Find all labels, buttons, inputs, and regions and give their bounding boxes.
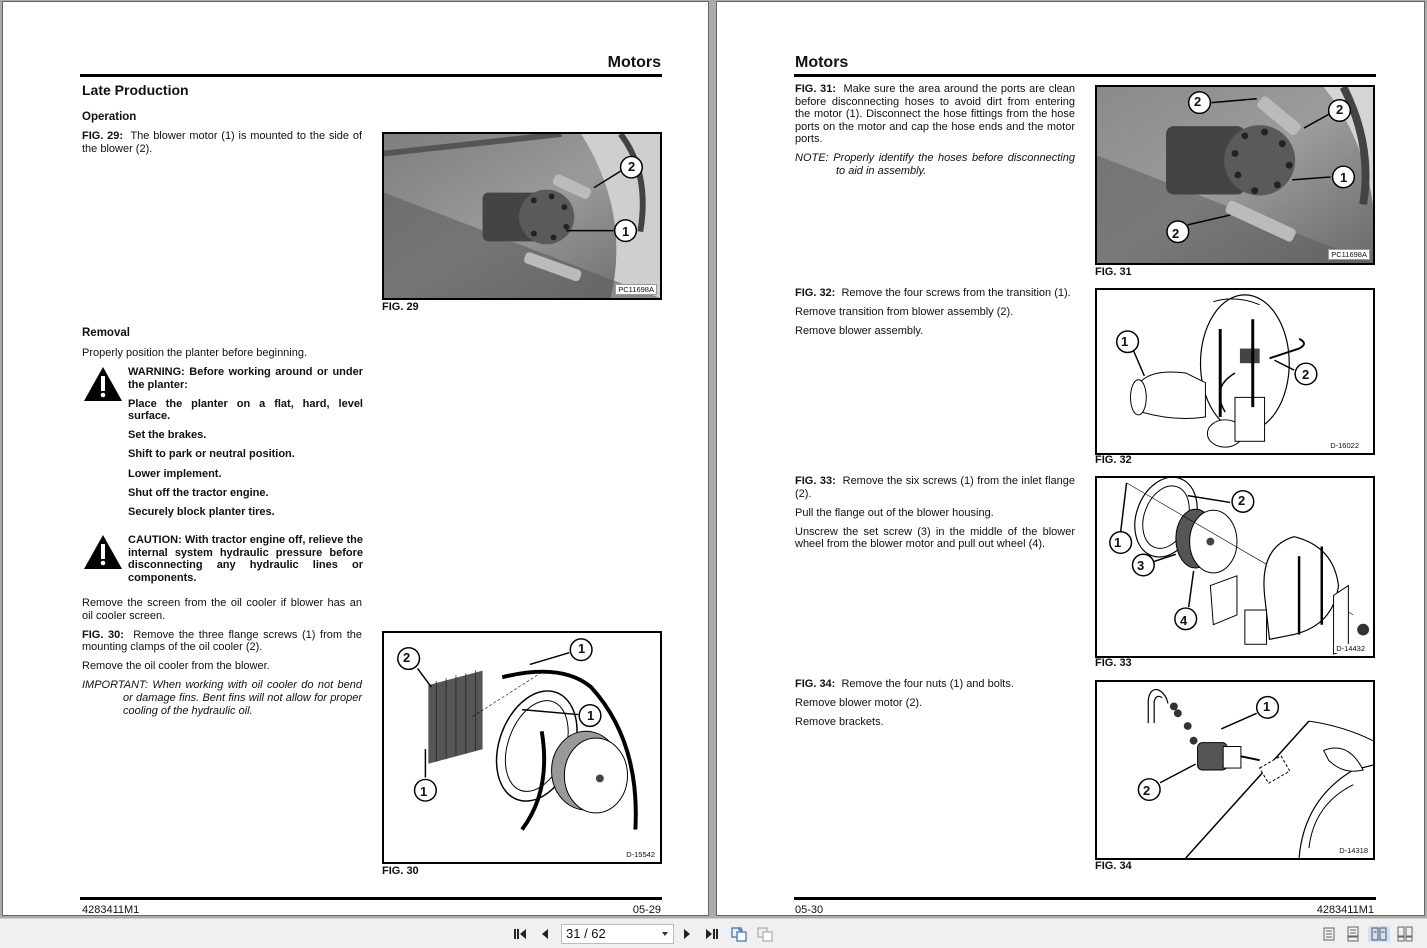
paragraph-text: Unscrew the set screw (3) in the middle of the blower wheel from the blower motor and pull out wheel (4). xyxy=(795,525,1075,551)
callout-label: 2 xyxy=(403,650,411,665)
paragraph-text: Make sure the area around the ports are clean before disconnecting hoses to avoid dirt from entering the motor (1). Disconnect the hose fittings from the hose ports on the motor and cap the hose ends and the motor ports. xyxy=(795,83,1075,146)
figure-29-photo xyxy=(382,132,662,300)
paragraph-text: The blower motor (1) is mounted to the side of the blower (2). xyxy=(82,130,362,155)
caution-text: CAUTION: With tractor engine off, relieve the internal system hydraulic pressure before disconnecting any hydraulic lines or components. xyxy=(128,534,363,584)
fig30-paragraphs xyxy=(82,597,362,724)
figure-code: D-14318 xyxy=(1339,846,1368,855)
footer-page-number: 05-30 xyxy=(795,904,824,916)
figure-code: D-15542 xyxy=(626,850,655,859)
fig33-paragraphs xyxy=(795,475,1075,557)
figure-30-label: FIG. 30 xyxy=(382,865,419,877)
paragraph-text: Remove blower motor (2). xyxy=(795,697,923,710)
callout-label: 1 xyxy=(1121,334,1129,349)
last-page-icon xyxy=(704,926,720,942)
chevron-down-icon xyxy=(662,932,668,936)
paragraph-text: Remove the four screws from the transition (1). xyxy=(841,287,1071,299)
two-page-view-button[interactable] xyxy=(1368,926,1390,942)
go-back-button[interactable] xyxy=(731,926,747,942)
figure-29-label: FIG. 29 xyxy=(382,301,419,313)
fig-ref: FIG. 29: xyxy=(82,130,124,142)
header-rule xyxy=(80,74,662,77)
figure-30-diagram xyxy=(382,631,662,864)
figure-32-diagram xyxy=(1095,288,1375,455)
callout-label: 1 xyxy=(1340,170,1348,185)
fig32-paragraphs xyxy=(795,287,1075,344)
last-page-button[interactable] xyxy=(704,926,720,942)
continuous-view-icon xyxy=(1345,926,1361,942)
caution-icon xyxy=(83,534,123,570)
callout-label: 1 xyxy=(578,641,586,656)
fig29-paragraph xyxy=(82,130,362,162)
callout-label: 2 xyxy=(1194,94,1202,109)
callout-label: 3 xyxy=(1137,558,1145,573)
previous-page-icon xyxy=(537,926,553,942)
go-forward-button[interactable] xyxy=(757,926,773,942)
callout-label: 1 xyxy=(1263,699,1271,714)
paragraph-text: Remove the four nuts (1) and bolts. xyxy=(841,678,1014,690)
warning-line: Shut off the tractor engine. xyxy=(128,486,269,499)
next-page-button[interactable] xyxy=(679,926,695,942)
figure-31-photo xyxy=(1095,85,1375,265)
figure-33-label: FIG. 33 xyxy=(1095,657,1132,669)
paragraph-text: Remove blower assembly. xyxy=(795,325,924,338)
continuous-view-button[interactable] xyxy=(1345,926,1361,942)
paragraph-text: Remove the six screws (1) from the inlet flange (2). xyxy=(795,475,1075,500)
fig-ref: FIG. 32: xyxy=(795,287,836,299)
callout-label: 2 xyxy=(1302,367,1310,382)
callout-label: 2 xyxy=(1238,493,1246,508)
figure-code: D-14432 xyxy=(1336,644,1365,653)
first-page-button[interactable] xyxy=(512,926,528,942)
next-page-icon xyxy=(679,926,695,942)
warning-line: Lower implement. xyxy=(128,467,222,480)
caution-block xyxy=(83,534,363,591)
callout-label: 2 xyxy=(628,159,636,174)
warning-block xyxy=(83,366,363,525)
footer-rule xyxy=(80,897,662,900)
fig31-paragraphs xyxy=(795,83,1075,184)
figure-32-label: FIG. 32 xyxy=(1095,454,1132,466)
warning-line: Set the brakes. xyxy=(128,429,207,442)
footer-page-number: 05-29 xyxy=(632,904,661,916)
remove-cooler-text: Remove the oil cooler from the blower. xyxy=(82,660,270,673)
two-page-view-icon xyxy=(1371,926,1387,942)
callout-label: 4 xyxy=(1180,613,1188,628)
section-title: Late Production xyxy=(82,82,189,98)
fig34-paragraphs xyxy=(795,678,1075,735)
previous-page-button[interactable] xyxy=(537,926,553,942)
operation-heading: Operation xyxy=(82,111,137,123)
page-number-select[interactable] xyxy=(561,924,674,944)
figure-34-diagram xyxy=(1095,680,1375,860)
callout-label: 2 xyxy=(1172,226,1180,241)
fig-ref: FIG. 34: xyxy=(795,678,836,690)
paragraph-text: Pull the flange out of the blower housing. xyxy=(795,506,994,519)
note-text: NOTE: Properly identify the hoses before disconnecting to aid in assembly. xyxy=(795,152,1075,178)
important-note: IMPORTANT: When working with oil cooler do not bend or damage fins. Bent fins will not allow for proper cooling of the hydraulic oil. xyxy=(82,679,362,717)
callout-label: 2 xyxy=(1143,783,1151,798)
fig-ref: FIG. 31: xyxy=(795,83,837,95)
two-page-continuous-view-button[interactable] xyxy=(1397,926,1413,942)
figure-33-diagram xyxy=(1095,476,1375,658)
paragraph-text: Remove the three flange screws (1) from the mounting clamps of the oil cooler (2). xyxy=(82,628,362,654)
two-page-continuous-view-icon xyxy=(1397,926,1413,942)
screen-text: Remove the screen from the oil cooler if blower has an oil cooler screen. xyxy=(82,597,362,622)
fig-ref: FIG. 33: xyxy=(795,475,836,487)
footer-rule xyxy=(794,897,1376,900)
warning-line: WARNING: Before working around or under the planter: xyxy=(128,366,363,391)
go-forward-icon xyxy=(757,926,773,942)
navigation-toolbar xyxy=(0,918,1427,948)
go-back-icon xyxy=(731,926,747,942)
paragraph-text: Remove transition from blower assembly (2). xyxy=(795,306,1014,319)
page-left xyxy=(2,1,709,916)
single-page-view-button[interactable] xyxy=(1321,926,1337,942)
figure-code: D-16022 xyxy=(1330,441,1359,450)
callout-label: 1 xyxy=(1114,535,1122,550)
callout-label: 2 xyxy=(1336,102,1344,117)
header-title: Motors xyxy=(607,54,661,71)
header-rule xyxy=(794,74,1376,77)
warning-line: Securely block planter tires. xyxy=(128,505,275,518)
fig-ref: FIG. 30: xyxy=(82,628,124,641)
single-page-view-icon xyxy=(1321,926,1337,942)
removal-heading: Removal xyxy=(82,327,130,339)
page-right xyxy=(716,1,1425,916)
figure-34-label: FIG. 34 xyxy=(1095,860,1132,872)
callout-label: 1 xyxy=(622,224,630,239)
figure-31-label: FIG. 31 xyxy=(1095,266,1132,278)
figure-code: PC11698A xyxy=(1328,249,1370,260)
warning-line: Shift to park or neutral position. xyxy=(128,448,295,461)
callout-label: 1 xyxy=(420,784,428,799)
warning-icon xyxy=(83,366,123,402)
header-title: Motors xyxy=(795,54,849,71)
figure-code: PC11698A xyxy=(615,284,657,295)
warning-line: Place the planter on a flat, hard, level surface. xyxy=(128,397,363,423)
removal-intro: Properly position the planter before beginning. xyxy=(82,347,308,359)
paragraph-text: Remove brackets. xyxy=(795,716,884,729)
first-page-icon xyxy=(512,926,528,942)
callout-label: 1 xyxy=(587,708,595,723)
footer-doc-number: 4283411M1 xyxy=(1316,904,1374,916)
page-indicator: 31 / 62 xyxy=(566,926,606,941)
footer-doc-number: 4283411M1 xyxy=(82,904,140,916)
